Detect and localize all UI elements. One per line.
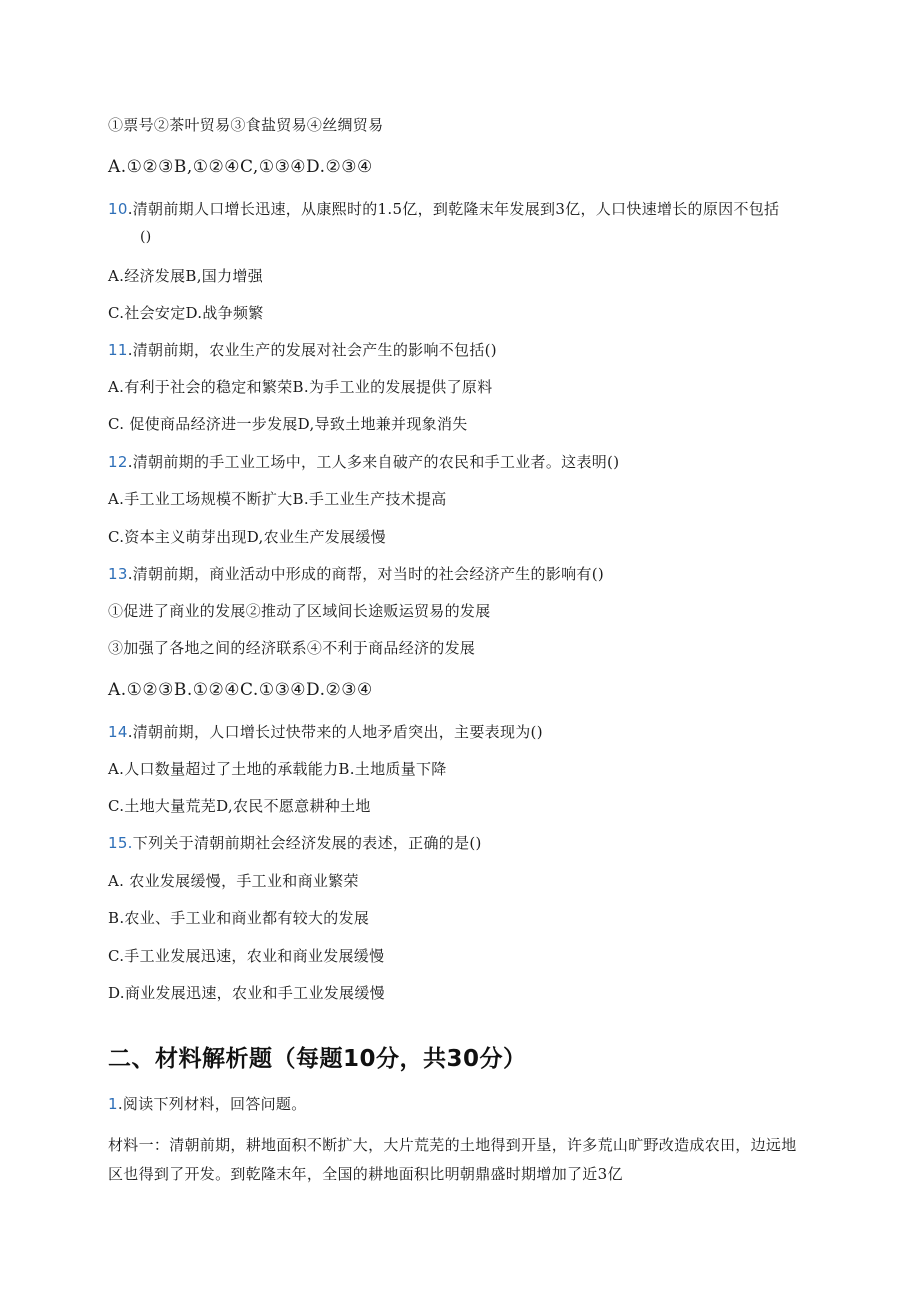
q11-number: 11	[108, 341, 128, 359]
s2-q1-material-line-1: 材料一：清朝前期，耕地面积不断扩大，大片荒芜的土地得到开垦，许多荒山旷野改造成农田，边远地	[108, 1136, 797, 1154]
q10-stem	[108, 198, 779, 220]
q14-stem	[108, 721, 543, 743]
q15-option-b: B.农业、手工业和商业都有较大的发展	[108, 909, 370, 927]
q11-text: .清朝前期，农业生产的发展对社会产生的影响不包括()	[127, 341, 497, 359]
q11-options-2: C. 促使商品经济进一步发展D,导致土地兼并现象消失	[108, 415, 468, 433]
q11-options-1: A.有利于社会的稳定和繁荣B.为手工业的发展提供了原料	[108, 378, 493, 396]
q13-items-1: ①促进了商业的发展②推动了区域间长途贩运贸易的发展	[108, 602, 491, 620]
q11-stem	[108, 339, 497, 361]
q10-text: .清朝前期人口增长迅速，从康熙时的1.5亿，到乾隆末年发展到3亿，人口快速增长的原因不包括	[127, 200, 780, 218]
q15-option-c: C.手工业发展迅速，农业和商业发展缓慢	[108, 947, 385, 965]
q15-stem	[108, 832, 482, 854]
q12-number: 12	[108, 453, 128, 471]
q13-options: A.①②③B.①②④C.①③④D.②③④	[108, 680, 373, 700]
q9-items: ①票号②茶叶贸易③食盐贸易④丝绸贸易	[108, 116, 384, 134]
q14-number: 14	[108, 723, 128, 741]
q13-number: 13	[108, 565, 128, 583]
q12-stem	[108, 451, 619, 473]
q15-option-a: A. 农业发展缓慢，手工业和商业繁荣	[108, 872, 359, 890]
q14-options-1: A.人口数量超过了土地的承载能力B.土地质量下降	[108, 760, 447, 778]
q12-options-2: C.资本主义萌芽出现D,农业生产发展缓慢	[108, 528, 386, 546]
q10-options-2: C.社会安定D.战争频繁	[108, 304, 264, 322]
s2-q1-text: .阅读下列材料，回答问题。	[117, 1095, 307, 1113]
section-2-heading: 二、材料解析题（每题10分，共30分）	[108, 1046, 527, 1072]
q12-text: .清朝前期的手工业工场中，工人多来自破产的农民和手工业者。这表明()	[127, 453, 620, 471]
q15-number: 15.	[108, 834, 133, 852]
s2-q1-stem	[108, 1093, 307, 1115]
q14-options-2: C.土地大量荒芜D,农民不愿意耕种土地	[108, 797, 371, 815]
q15-text: 下列关于清朝前期社会经济发展的表述，正确的是()	[132, 834, 482, 852]
q15-option-d: D.商业发展迅速，农业和手工业发展缓慢	[108, 984, 385, 1002]
s2-q1-material-line-2: 区也得到了开发。到乾隆末年，全国的耕地面积比明朝鼎盛时期增加了近3亿	[108, 1165, 623, 1183]
q13-items-2: ③加强了各地之间的经济联系④不利于商品经济的发展	[108, 639, 476, 657]
q14-text: .清朝前期，人口增长过快带来的人地矛盾突出，主要表现为()	[127, 723, 543, 741]
q9-options: A.①②③B,①②④C,①③④D.②③④	[108, 157, 373, 177]
q13-stem	[108, 563, 604, 585]
q10-paren: ()	[140, 229, 152, 245]
q12-options-1: A.手工业工场规模不断扩大B.手工业生产技术提高	[108, 490, 447, 508]
q10-options-1: A.经济发展B,国力增强	[108, 267, 263, 285]
s2-q1-number: 1	[108, 1095, 118, 1113]
q13-text: .清朝前期，商业活动中形成的商帮，对当时的社会经济产生的影响有()	[127, 565, 605, 583]
q10-number: 10	[108, 200, 128, 218]
